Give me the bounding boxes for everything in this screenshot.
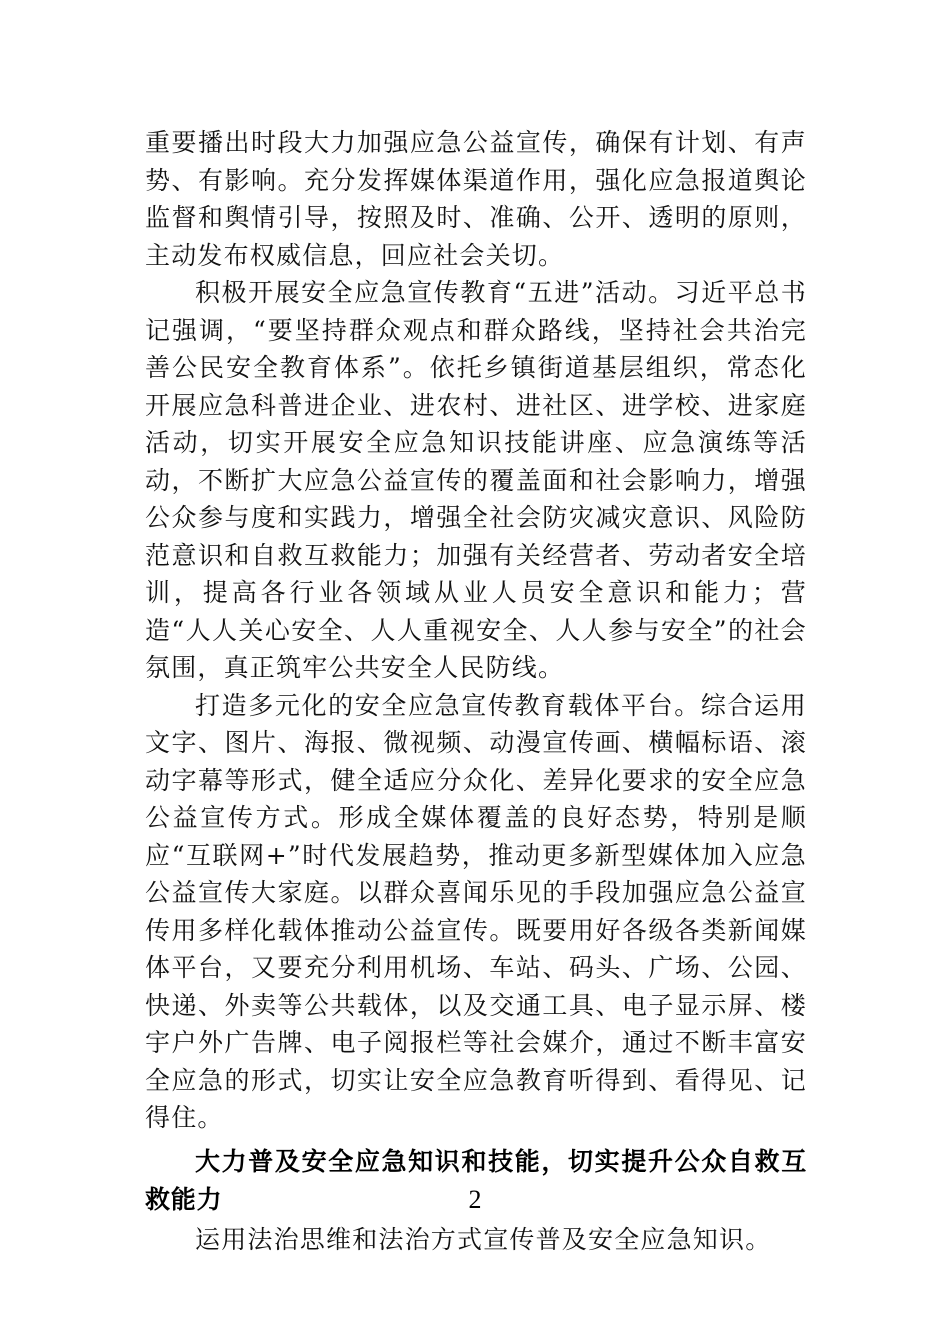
page-body [145, 124, 807, 1258]
page-number: 2 [468, 1185, 482, 1214]
paragraph-media-platforms: 打造多元化的安全应急宣传教育载体平台。综合运用文字、图片、海报、微视频、动漫宣传画、横幅标语、滚动字幕等形式，健全适应分众化、差异化要求的安全应急公益宣传方式。形成全媒体覆盖的良好态势，特别是顺应“互联网+”时代发展趋势，推动更多新型媒体加入应急公益宣传大家庭。以群众喜闻乐见的手段加强应急公益宣传用多样化载体推动公益宣传。既要用好各级各类新闻媒体平台，又要充分利用机场、车站、码头、广场、公园、快递、外卖等公共载体，以及交通工具、电子显示屏、楼宇户外广告牌、电子阅报栏等社会媒介，通过不断丰富安全应急的形式，切实让安全应急教育听得到、看得见、记得住。 [145, 690, 807, 1132]
paragraph-legal-education: 运用法治思维和法治方式宣传普及安全应急知识。 [195, 1224, 772, 1254]
paragraph-five-entries: 积极开展安全应急宣传教育“五进”活动。习近平总书记强调，“要坚持群众观点和群众路线，坚持社会共治完善公民安全教育体系”。依托乡镇街道基层组织，常态化开展应急科普进企业、进农村、进社区、进学校、进家庭活动，切实开展安全应急知识技能讲座、应急演练等活动，不断扩大应急公益宣传的覆盖面和社会影响力，增强公众参与度和实践力，增强全社会防灾减灾意识、风险防范意识和自救互救能力；加强有关经营者、劳动者安全培训，提高各行业各领域从业人员安全意识和能力；营造“人人关心安全、人人重视安全、人人参与安全”的社会氛围，真正筑牢公共安全人民防线。 [145, 278, 807, 682]
paragraph-continuation: 重要播出时段大力加强应急公益宣传，确保有计划、有声势、有影响。充分发挥媒体渠道作用，强化应急报道舆论监督和舆情引导，按照及时、准确、公开、透明的原则，主动发布权威信息，回应社会关切。 [145, 128, 807, 270]
section-heading: 大力普及安全应急知识和技能，切实提升公众自救互救能力 [145, 1146, 807, 1214]
